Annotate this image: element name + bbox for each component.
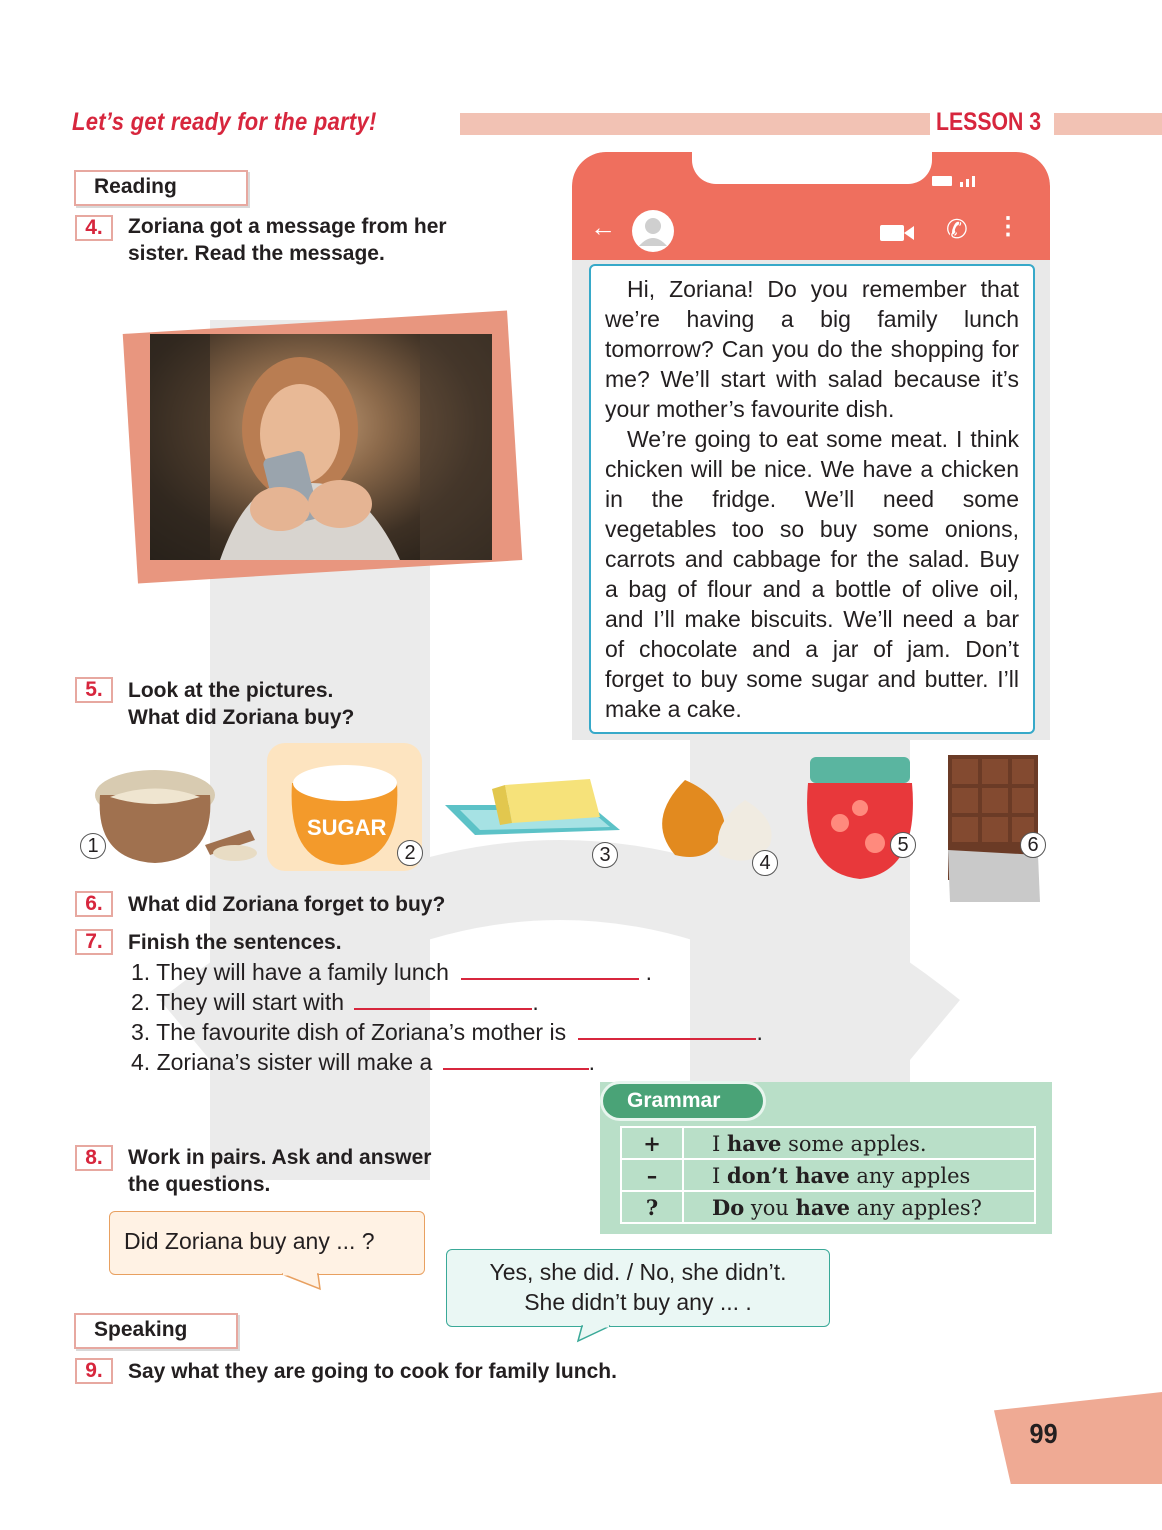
- answer-line-1: Yes, she did. / No, she didn’t.: [489, 1259, 787, 1285]
- grammar-row-positive: [621, 1127, 1035, 1159]
- sentence-1-blank[interactable]: [461, 960, 639, 980]
- girl-with-phone-photo: [150, 334, 492, 560]
- sentence-3-end: .: [756, 1019, 763, 1045]
- sentence-3: [131, 1017, 763, 1047]
- sentence-4-blank[interactable]: [443, 1050, 589, 1070]
- sentence-1: [131, 957, 652, 987]
- chocolate-bar-icon: [938, 750, 1048, 905]
- grammar-symbol-plus: +: [621, 1127, 683, 1159]
- sentence-2-end: .: [532, 989, 539, 1015]
- task-7-text: Finish the sentences.: [128, 931, 342, 954]
- sentence-4: [131, 1047, 595, 1077]
- status-bar-icons: [930, 172, 990, 190]
- lesson-number: LESSON 3: [936, 108, 1042, 136]
- answer-speech-bubble: [446, 1249, 830, 1327]
- grammar-example-positive: I have some apples.: [683, 1127, 1035, 1159]
- task-8-text: [128, 1144, 431, 1198]
- sentence-4-text: 4. Zoriana’s sister will make a: [131, 1049, 433, 1075]
- picture-label-3: 3: [592, 842, 618, 868]
- task-4-line1: Zoriana got a message from her: [128, 215, 447, 238]
- back-arrow-icon[interactable]: ←: [590, 212, 616, 242]
- question-speech-bubble: Did Zoriana buy any ... ?: [109, 1211, 425, 1275]
- picture-label-6: 6: [1020, 832, 1046, 858]
- sentence-3-text: 3. The favourite dish of Zoriana’s mother is: [131, 1019, 567, 1045]
- grammar-example-question: Do you have any apples?: [683, 1191, 1035, 1223]
- task-5-line2: What did Zoriana buy?: [128, 706, 355, 729]
- task-number-9: 9.: [75, 1358, 113, 1384]
- grammar-row-negative: [621, 1159, 1035, 1191]
- sentence-4-end: .: [588, 1049, 596, 1075]
- task-number-6: 6.: [75, 891, 113, 917]
- more-menu-icon[interactable]: ⋮: [996, 213, 1020, 240]
- task-number-4: 4.: [75, 215, 113, 241]
- page-number-tab: [994, 1392, 1162, 1484]
- task-8-line2: the questions.: [128, 1173, 271, 1196]
- grammar-table: [620, 1126, 1036, 1224]
- contact-avatar[interactable]: [632, 210, 674, 252]
- message-paragraph-1: Hi, Zoriana! Do you remember that we’re having a big family lunch tomorrow? Can you do the shopping for me? We’ll start with salad because it’s your mother’s favourite dish.: [605, 276, 1019, 422]
- sentence-2-blank[interactable]: [354, 990, 532, 1010]
- header-bar: [460, 113, 930, 135]
- task-5-line1: Look at the pictures.: [128, 679, 334, 702]
- phone-call-icon[interactable]: ✆: [946, 214, 968, 244]
- grammar-row-question: [621, 1191, 1035, 1223]
- lesson-title: Let’s get ready for the party!: [72, 108, 377, 136]
- picture-label-1: 1: [80, 833, 106, 859]
- sentence-3-blank[interactable]: [578, 1020, 756, 1040]
- message-bubble: [589, 264, 1035, 734]
- sentence-1-end: .: [639, 959, 653, 985]
- task-9-text: Say what they are going to cook for family lunch.: [128, 1360, 617, 1383]
- page-number: 99: [1029, 1418, 1058, 1449]
- task-8-line1: Work in pairs. Ask and answer: [128, 1146, 432, 1169]
- jam-jar-icon: [800, 753, 920, 883]
- picture-label-5: 5: [890, 832, 916, 858]
- sugar-bag-text: SUGAR: [307, 815, 387, 840]
- sentence-1-text: 1. They will have a family lunch: [131, 959, 449, 985]
- answer-line-2: She didn’t buy any ... .: [524, 1289, 752, 1315]
- sentence-2-text: 2. They will start with: [131, 989, 345, 1015]
- task-5-text: [128, 677, 354, 731]
- task-4-text: [128, 213, 447, 267]
- video-call-icon[interactable]: [880, 222, 916, 244]
- grammar-symbol-question: ?: [621, 1191, 683, 1223]
- grammar-symbol-minus: –: [621, 1159, 683, 1191]
- task-6-text: What did Zoriana forget to buy?: [128, 893, 446, 916]
- grammar-example-negative: I don’t have any apples: [683, 1159, 1035, 1191]
- grammar-title: Grammar: [603, 1084, 763, 1118]
- task-number-8: 8.: [75, 1145, 113, 1171]
- sentence-2: [131, 987, 539, 1017]
- phone-notch: [692, 152, 932, 184]
- task-number-5: 5.: [75, 677, 113, 703]
- picture-label-4: 4: [752, 850, 778, 876]
- question-bubble-tail: [280, 1273, 330, 1291]
- task-number-7: 7.: [75, 929, 113, 955]
- picture-label-2: 2: [397, 840, 423, 866]
- answer-bubble-tail: [570, 1325, 620, 1343]
- header-bar-right: [1054, 113, 1162, 135]
- message-paragraph-2: We’re going to eat some meat. I think chicken will be nice. We have a chicken in the fridge. We’ll need some vegetables too so buy some onions, carrots and cabbage for the salad. Buy a bag of flour and a bottle of olive oil, and I’ll make biscuits. We’ll need a bar of chocolate and a jar of jam. Don’t forget to buy some sugar and butter. I’ll make a cake.: [605, 426, 1019, 722]
- section-reading: Reading: [74, 170, 248, 206]
- section-speaking: Speaking: [74, 1313, 238, 1349]
- flour-sack-icon: [85, 745, 265, 870]
- task-4-line2: sister. Read the message.: [128, 242, 385, 265]
